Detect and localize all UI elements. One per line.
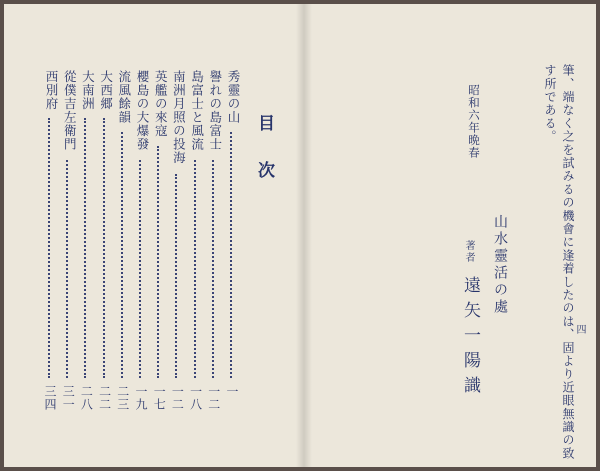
toc-entry-page: 二三 [115,385,130,411]
toc-entry-page: 一九 [134,385,148,411]
toc-entry-page: 一七 [152,385,167,411]
toc-leader-dots [103,118,105,378]
toc-entry-label: 從僕吉左衛門 [62,70,78,151]
toc-leader-dots [121,132,123,378]
toc-entry-page: 三一 [61,385,76,411]
toc-entry-label: 譽れの島富士 [207,70,223,151]
toc-entry-page: 二二 [97,385,112,411]
toc-entry-page: 一八 [188,385,203,411]
toc-leader-dots [48,118,50,378]
toc-title: 目次 [254,114,274,208]
preface-date: 昭和六年晩春 [467,84,481,159]
book-gutter [296,4,312,467]
toc-entry-label: 西別府 [44,70,59,111]
author-signature: 遠矢一陽識 [460,276,480,401]
toc-entry-label: 秀靈の山 [226,70,241,124]
toc-leader-dots [175,174,177,378]
toc-entry-label: 大西郷 [98,70,114,111]
preface-place: 山水靈活の處 [492,214,508,316]
toc-entry-page: 三四 [43,385,57,411]
toc-leader-dots [84,118,86,378]
toc-leader-dots [139,160,141,378]
toc-entry [40,70,62,440]
toc-leader-dots [194,160,196,378]
toc-entry-label: 大南洲 [80,70,96,111]
toc-leader-dots [230,132,232,378]
toc-entry-label: 流風餘韻 [116,70,132,124]
toc-entry-label: 櫻島の大爆發 [135,70,150,151]
toc-entry-label: 英艦の來寇 [153,70,169,138]
toc-entry-page: 一二 [206,385,221,411]
toc-entry-label: 南洲月照の投海 [171,70,187,165]
preface-line-2: す所である。 [543,64,557,144]
toc-entry-page: 二八 [79,385,94,411]
toc-entry-page: 一二 [170,385,185,411]
preface-line-1: 筆、端なく之を試みるの機會に逢着したのは、固より近眼無識の致 [561,64,575,460]
page-number: 四 [574,324,585,334]
author-label: 著者 [463,240,474,264]
toc-entry-label: 島富士と風流 [189,70,205,151]
toc-leader-dots [66,160,68,378]
book-spread [4,4,596,467]
toc-leader-dots [157,146,159,378]
toc-entry-page: 一 [225,385,239,398]
toc-leader-dots [212,160,214,378]
